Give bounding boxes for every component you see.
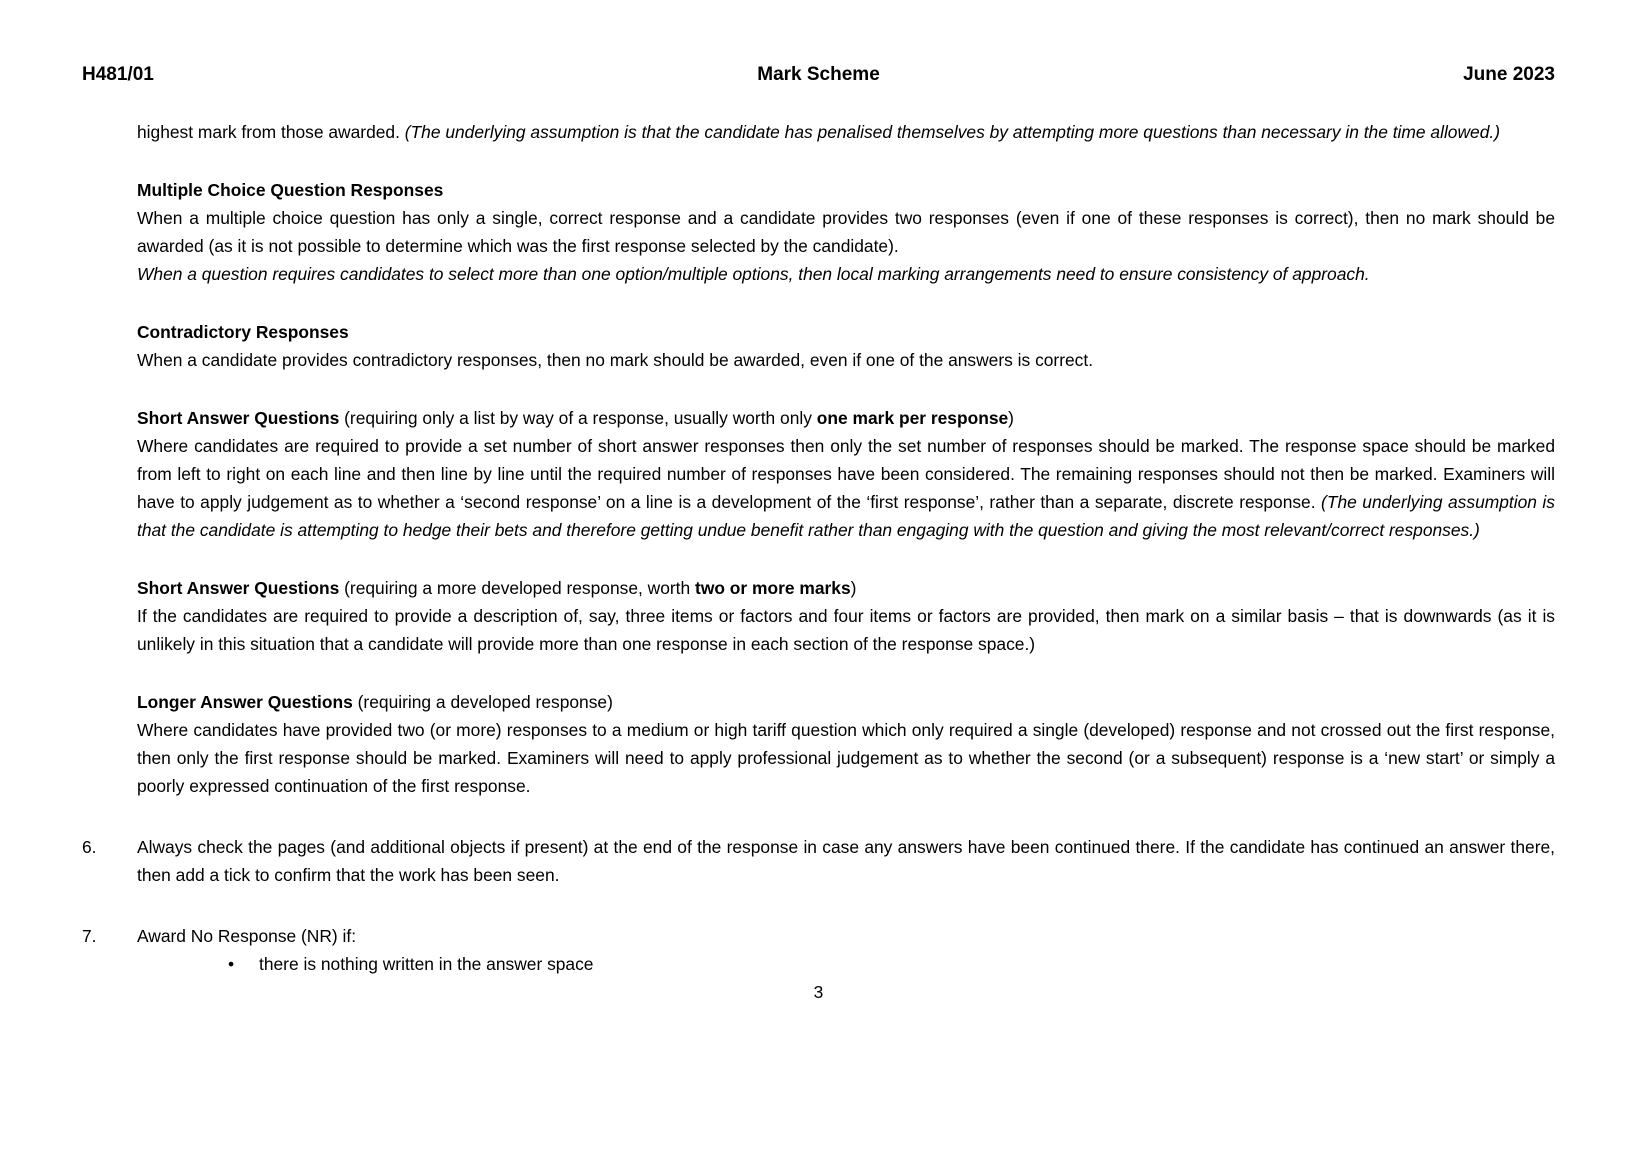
bullet-marker-icon: • [228,954,235,974]
section-multiple-choice [137,176,1555,288]
heading-bold: one mark per response [816,408,1009,428]
section-body: When a candidate provides contradictory responses, then no mark should be awarded, even if one of the answers is correct. [137,350,1094,370]
heading-bold: Short Answer Questions [137,578,340,598]
bullet-text: there is nothing written in the answer space [259,954,594,974]
section-heading [137,404,1555,432]
heading-normal: (requiring a developed response) [352,692,613,712]
section-heading [137,688,1555,716]
section-body: When a multiple choice question has only a single, correct response and a candidate provides two responses (even if one of these responses is correct), then no mark should be awarded (as it is not possible to determine which was the first response selected by the candidate). [137,208,1555,256]
bullet-item [228,950,1555,978]
section-heading: Contradictory Responses [137,322,349,342]
section-heading [137,574,1555,602]
section-heading: Multiple Choice Question Responses [137,180,444,200]
section-body: If the candidates are required to provide a description of, say, three items or factors and four items or factors are provided, then mark on a similar basis – that is downwards (as it is unlikely in this situation that a candidate will provide more than one response in each section of the response space.) [137,606,1555,654]
item-text: Always check the pages (and additional objects if present) at the end of the response in case any answers have been continued there. If the candidate has continued an answer there, then add a tick to confirm that the work has been seen. [137,837,1555,885]
item-number: 6. [82,837,97,857]
numbered-item-7 [82,922,1555,978]
section-body: Where candidates have provided two (or more) responses to a medium or high tariff question which only required a single (developed) response and not crossed out the first response, then only the first response should be marked. Examiners will need to apply professional judgement as to whether the second (or a subsequent) response is a ‘new start’ or simply a poorly expressed continuation of the first response. [137,720,1555,796]
page-number: 3 [813,982,824,1002]
heading-normal: ) [1008,408,1014,428]
heading-bold: Longer Answer Questions [137,692,353,712]
item-number: 7. [82,926,97,946]
intro-paragraph [137,118,1555,146]
heading-bold: two or more marks [695,578,851,598]
section-italic-note: (The underlying assumption is that the candidate is attempting to hedge their bets and therefore getting undue benefit rather than engaging with the question and giving the most relevant/correct responses.) [137,492,1555,540]
heading-normal: (requiring only a list by way of a response, usually worth only [339,408,817,428]
section-short-answer-list [137,404,1555,544]
heading-normal: (requiring a more developed response, worth [339,578,696,598]
intro-text: highest mark from those awarded. [137,122,405,142]
intro-italic-note: (The underlying assumption is that the candidate has penalised themselves by attempting more questions than necessary in the time allowed.) [404,122,1501,142]
heading-normal: ) [850,578,857,598]
body-text: Where candidates are required to provide a set number of short answer responses then only the set number of responses should be marked. The response space should be marked from left to right on each line and then line by line until the required number of responses have been considered. The remaining responses should not then be marked. Examiners will have to apply judgement as to whether a ‘second response’ on a line is a development of the ‘first response’, rather than a separate, discrete response. [137,436,1555,512]
document-header [82,64,1555,86]
doc-code: H481/01 [82,64,154,85]
doc-date: June 2023 [1463,64,1556,85]
doc-title: Mark Scheme [757,64,880,85]
numbered-item-6 [82,833,1555,889]
section-body [137,432,1555,544]
section-italic-note: When a question requires candidates to select more than one option/multiple options, then local marking arrangements need to ensure consistency of approach. [137,264,1370,284]
item-body [137,922,1555,978]
heading-bold: Short Answer Questions [137,408,340,428]
section-longer-answer [137,688,1555,800]
item-text: Award No Response (NR) if: [137,926,357,946]
section-short-answer-developed [137,574,1555,658]
section-contradictory [137,318,1555,374]
